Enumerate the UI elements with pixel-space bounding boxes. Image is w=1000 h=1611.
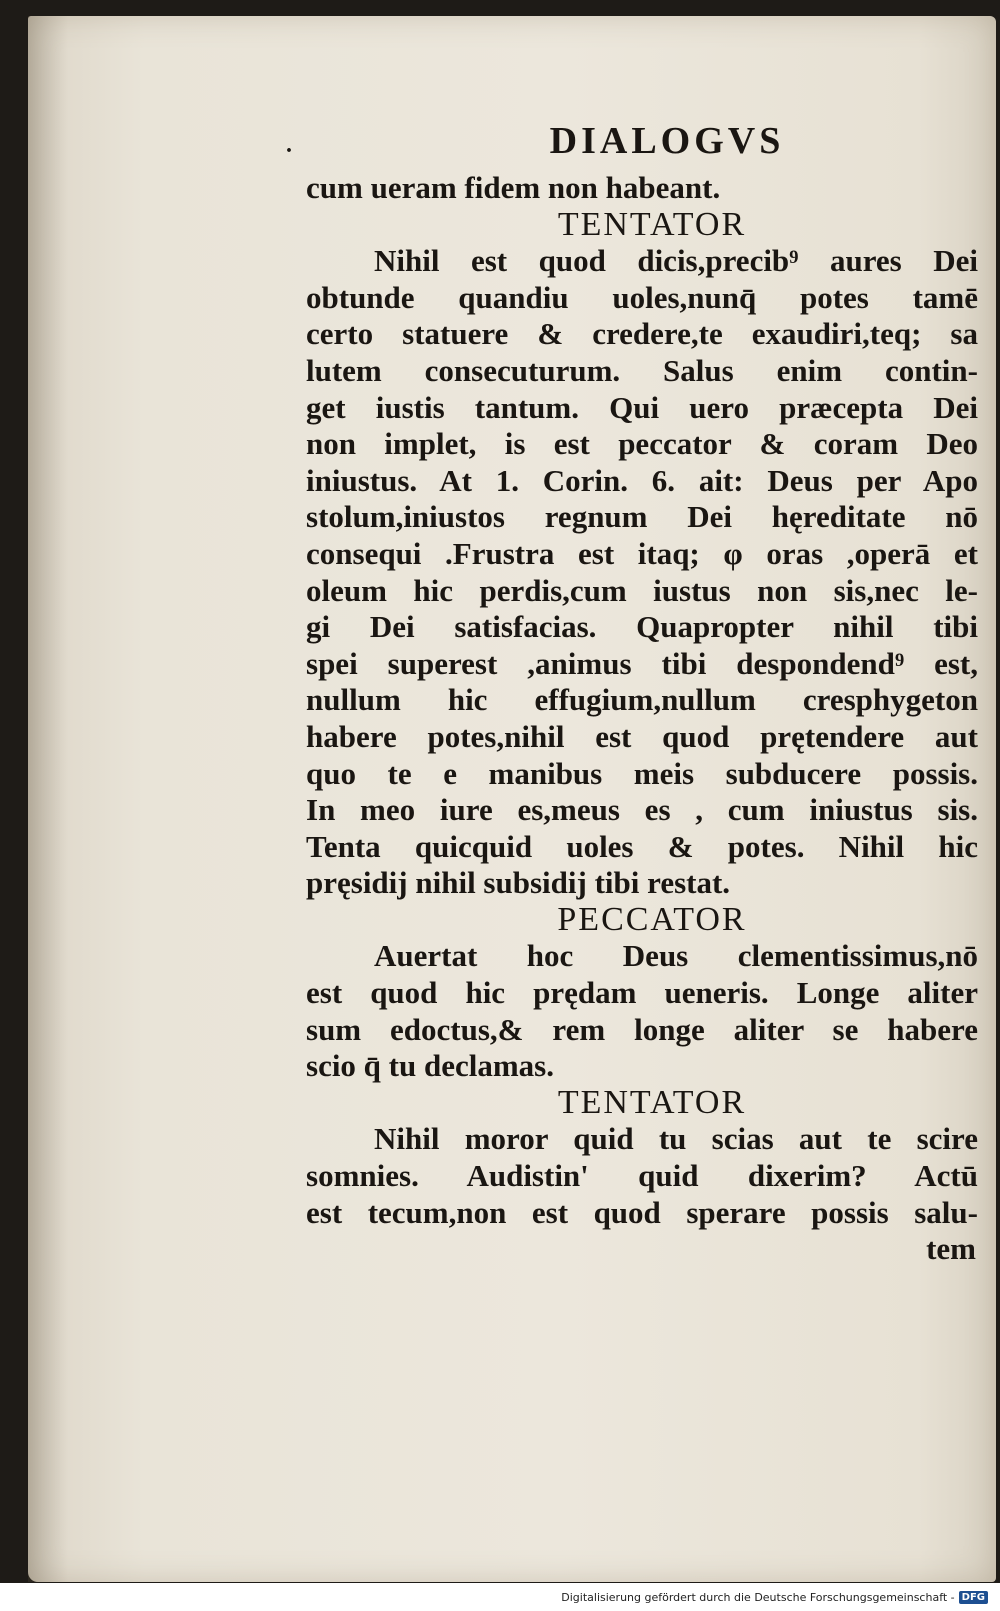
text-line: Nihil est quod dicis,precib⁹ aures Dei: [374, 243, 978, 279]
text-line: quo te e manibus meis subducere possis.: [306, 755, 978, 791]
text-line: get iustis tantum. Qui uero præcepta Dei: [306, 389, 978, 425]
text-line: gi Dei satisfacias. Quapropter nihil tibi: [306, 609, 978, 645]
body-lines: [306, 170, 978, 1231]
page-gutter-shadow: [28, 16, 68, 1582]
running-head: DIALOGVS: [549, 120, 785, 162]
speaker-heading: TENTATOR: [557, 205, 747, 243]
text-block: [306, 112, 978, 1268]
stray-mark: .: [286, 132, 292, 158]
text-line: certo statuere & credere,te exaudiri,teq; sa: [306, 316, 978, 352]
text-line: est quod hic prędam ueneris. Longe aliter: [306, 975, 978, 1011]
text-line: lutem consecuturum. Salus enim contin-: [306, 352, 978, 388]
text-line: pręsidij nihil subsidij tibi restat.: [306, 865, 731, 901]
speaker-heading: PECCATOR: [557, 900, 747, 938]
text-line: nullum hic effugium,nullum cresphygeton: [306, 682, 978, 718]
text-line: oleum hic perdis,cum iustus non sis,nec le-: [306, 572, 978, 608]
text-line: est tecum,non est quod sperare possis salu-: [306, 1194, 978, 1230]
text-line: Tenta quicquid uoles & potes. Nihil hic: [306, 828, 978, 864]
text-line: spei superest ,animus tibi despondend⁹ est,: [306, 645, 978, 681]
text-line: iniustus. At 1. Corin. 6. ait: Deus per Apo: [306, 462, 978, 498]
text-line: non implet, is est peccator & coram Deo: [306, 426, 978, 462]
text-line: In meo iure es,meus es , cum iniustus sis.: [306, 792, 978, 828]
funding-credit: Digitalisierung gefördert durch die Deutsche Forschungsgemeinschaft -: [561, 1590, 955, 1604]
text-line: somnies. Audistin' quid dixerim? Actū: [306, 1158, 978, 1194]
text-line: Auertat hoc Deus clementissimus,nō: [374, 938, 978, 974]
text-line: habere potes,nihil est quod prętendere aut: [306, 718, 978, 754]
text-line: consequi .Frustra est itaq; φ oras ,operā et: [306, 535, 978, 571]
text-line: Nihil moror quid tu scias aut te scire: [374, 1121, 978, 1157]
book-page: [28, 16, 996, 1582]
text-line: obtunde quandiu uoles,nunq̄ potes tamē: [306, 279, 978, 315]
dfg-logo-icon: DFG: [959, 1591, 988, 1604]
digitization-footer: [0, 1583, 1000, 1611]
text-line: scio q̄ tu declamas.: [306, 1048, 554, 1084]
text-line: cum ueram fidem non habeant.: [306, 170, 721, 205]
text-line: stolum,iniustos regnum Dei hęreditate nō: [306, 499, 978, 535]
text-line: sum edoctus,& rem longe aliter se habere: [306, 1011, 978, 1047]
catchword: tem: [926, 1231, 976, 1267]
speaker-heading: TENTATOR: [557, 1083, 747, 1121]
